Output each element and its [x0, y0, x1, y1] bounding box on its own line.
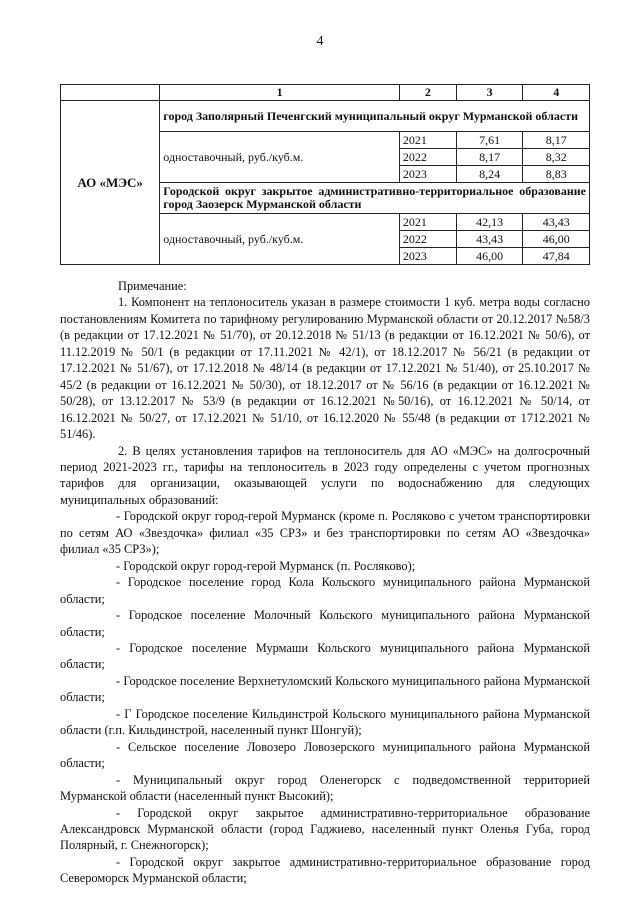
list-item: - Городской округ закрытое административно-территориальное образование город Североморск Мурманской области; [60, 854, 590, 886]
list-item: - Городской округ город-герой Мурманск (кроме п. Росляково с учетом транспортировки по сетям АО «Звездочка» филиал «35 СРЗ» и без транспортировки по сетям АО «Звездочка» филиал «35 СРЗ»); [60, 509, 590, 557]
territory-name: город Заполярный Печенгский муниципальный округ Мурманской области [160, 101, 590, 132]
page-number: 4 [316, 34, 324, 49]
tariff-type-cell: одноставочный, руб./куб.м. [160, 132, 400, 183]
header-cell-empty [61, 85, 160, 101]
value-cell: 8,24 [456, 166, 523, 183]
value-cell: 42,13 [456, 214, 523, 231]
tariff-table [60, 84, 590, 265]
value-cell: 47,84 [523, 248, 590, 265]
list-item: - Г Городское поселение Кильдинстрой Кольского муниципального района Мурманской области (г.п. Кильдинстрой, населенный пункт Шонгуй); [60, 706, 590, 738]
notes-section [60, 278, 590, 887]
list-item: - Городское поселение Мурмаши Кольского муниципального района Мурманской области; [60, 640, 590, 672]
year-cell: 2021 [399, 214, 456, 231]
list-item: - Городское поселение город Кола Кольского муниципального района Мурманской области; [60, 575, 590, 606]
value-cell: 46,00 [456, 248, 523, 265]
list-item: - Городской округ город-герой Мурманск (п. Росляково); [116, 558, 416, 573]
year-cell: 2022 [399, 231, 456, 248]
value-cell: 43,43 [456, 231, 523, 248]
territory-row [61, 101, 590, 132]
value-cell: 8,17 [456, 149, 523, 166]
header-cell-4: 4 [523, 85, 590, 101]
year-cell: 2022 [399, 149, 456, 166]
year-cell: 2021 [399, 132, 456, 149]
year-cell: 2023 [399, 166, 456, 183]
header-cell-3: 3 [456, 85, 523, 101]
list-item: - Сельское поселение Ловозеро Ловозерского муниципального района Мурманской области; [60, 739, 590, 771]
list-item: - Городское поселение Верхнетуломский Кольского муниципального района Мурманской области; [60, 673, 590, 705]
organization-cell: АО «МЭС» [61, 101, 160, 265]
header-cell-1: 1 [160, 85, 400, 101]
note-paragraph-2: 2. В целях установления тарифов на теплоноситель для АО «МЭС» на долгосрочный период 2021-2023 гг., тарифы на теплоноситель в 2023 году определены с учетом прогнозных тарифов для организации, оказывающей услуги по водоснабжению для следующих муниципальных образований: [60, 443, 590, 507]
value-cell: 7,61 [456, 132, 523, 149]
value-cell: 8,83 [523, 166, 590, 183]
note-paragraph-1: 1. Компонент на теплоноситель указан в размере стоимости 1 куб. метра воды согласно постановлениям Комитета по тарифному регулированию Мурманской области от 20.12.2017 №58/3 (в редакции от 17.12.2021 № 51/70), от 20.12.2018 № 51/13 (в редакции от 16.12.2021 № 50/6), от 11.12.2019 № 50/1 (в редакции от 17.11.2021 № 42/1), от 18.12.2017 № 56/21 (в редакции от 17.12.2021 № 51/67), от 17.12.2018 № 48/14 (в редакции от 17.12.2021 № 51/40), от 25.10.2017 № 45/2 (в редакции от 16.12.2021 № 50/30), от 18.12.2017 от № 56/16 (в редакции от 16.12.2021 № 50/28), от 13.12.2017 № 53/9 (в редакции от 16.12.2021 №50/16), от 16.12.2021 № 50/14, от 16.12.2021 № 50/27, от 17.12.2021 № 51/10, от 16.12.2020 № 55/48 (в редакции от 1712.2021 № 51/46). [60, 295, 590, 442]
list-item: - Муниципальный округ город Оленегорск с подведомственной территорией Мурманской области (населенный пункт Высокий); [60, 772, 590, 804]
year-cell: 2023 [399, 248, 456, 265]
table-header-row [61, 85, 590, 101]
value-cell: 8,17 [523, 132, 590, 149]
notes-title: Примечание: [118, 279, 187, 293]
territory-name: Городской округ закрытое административно-территориальное образование город Заозерск Мурманской области [160, 183, 590, 214]
list-item: - Городское поселение Молочный Кольского муниципального района Мурманской области; [60, 608, 590, 639]
list-item: - Городской округ закрытое административно-территориальное образование Александровск Мурманской области (город Гаджиево, населенный пункт Оленья Губа, город Полярный, г. Снежногорск); [60, 805, 590, 853]
value-cell: 46,00 [523, 231, 590, 248]
value-cell: 8,32 [523, 149, 590, 166]
tariff-type-cell: одноставочный, руб./куб.м. [160, 214, 400, 265]
value-cell: 43,43 [523, 214, 590, 231]
header-cell-2: 2 [399, 85, 456, 101]
